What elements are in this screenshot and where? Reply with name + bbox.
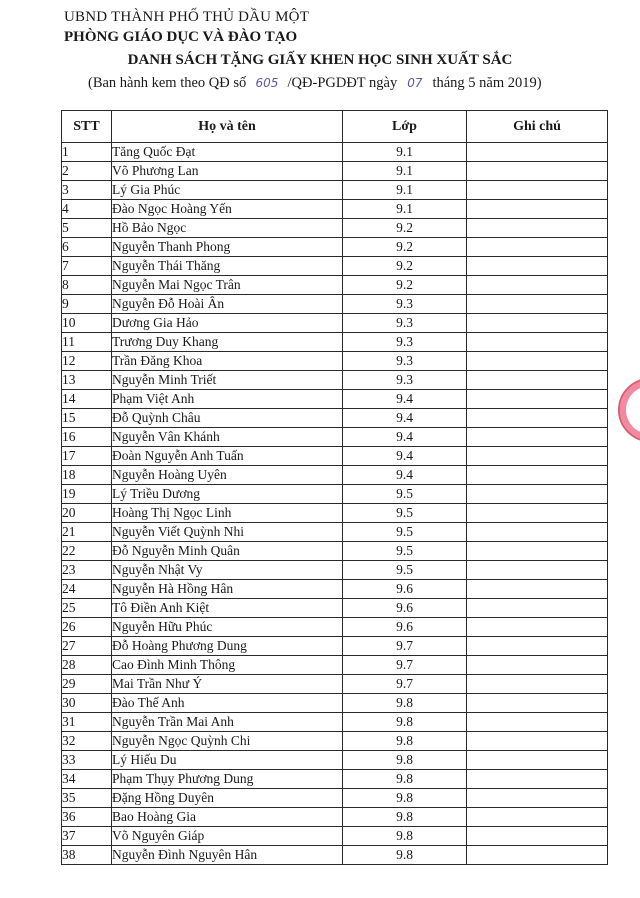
decision-day: 07 [407, 76, 423, 90]
table-row [62, 675, 608, 694]
row-note-cell [467, 580, 608, 599]
row-name-cell: Hoàng Thị Ngọc Linh [112, 504, 343, 523]
row-stt-cell: 33 [62, 751, 112, 770]
row-name-cell: Trần Đăng Khoa [112, 352, 343, 371]
row-note-cell [467, 276, 608, 295]
row-note-cell [467, 713, 608, 732]
row-note-cell [467, 238, 608, 257]
row-class-cell: 9.5 [343, 523, 467, 542]
row-name-cell: Nguyễn Hữu Phúc [112, 618, 343, 637]
row-name-cell: Mai Trần Như Ý [112, 675, 343, 694]
table-row [62, 390, 608, 409]
row-name-cell: Dương Gia Hảo [112, 314, 343, 333]
row-name-cell: Hồ Bảo Ngọc [112, 219, 343, 238]
row-note-cell [467, 827, 608, 846]
row-stt-cell: 22 [62, 542, 112, 561]
table-row [62, 542, 608, 561]
row-name-cell: Võ Nguyên Giáp [112, 827, 343, 846]
row-stt-cell: 34 [62, 770, 112, 789]
row-class-cell: 9.2 [343, 219, 467, 238]
row-stt-cell: 15 [62, 409, 112, 428]
document-title: DANH SÁCH TẶNG GIẤY KHEN HỌC SINH XUẤT SẮC [127, 52, 513, 68]
row-class-cell: 9.2 [343, 276, 467, 295]
table-row [62, 561, 608, 580]
table-row [62, 238, 608, 257]
row-class-cell: 9.1 [343, 162, 467, 181]
row-note-cell [467, 219, 608, 238]
row-name-cell: Nguyễn Hoàng Uyên [112, 466, 343, 485]
row-note-cell [467, 770, 608, 789]
row-note-cell [467, 257, 608, 276]
row-note-cell [467, 618, 608, 637]
table-row [62, 333, 608, 352]
row-class-cell: 9.6 [343, 599, 467, 618]
row-note-cell [467, 732, 608, 751]
row-stt-cell: 6 [62, 238, 112, 257]
row-stt-cell: 28 [62, 656, 112, 675]
table-row [62, 257, 608, 276]
row-name-cell: Tăng Quốc Đạt [112, 143, 343, 162]
row-class-cell: 9.8 [343, 846, 467, 865]
table-row [62, 770, 608, 789]
row-note-cell [467, 542, 608, 561]
row-name-cell: Đào Thế Anh [112, 694, 343, 713]
row-stt-cell: 35 [62, 789, 112, 808]
row-class-cell: 9.5 [343, 561, 467, 580]
row-name-cell: Phạm Việt Anh [112, 390, 343, 409]
row-name-cell: Lý Hiếu Du [112, 751, 343, 770]
row-stt-cell: 4 [62, 200, 112, 219]
table-row [62, 846, 608, 865]
table-row [62, 713, 608, 732]
row-class-cell: 9.8 [343, 808, 467, 827]
row-class-cell: 9.3 [343, 371, 467, 390]
row-name-cell: Nguyễn Thái Thăng [112, 257, 343, 276]
table-row [62, 485, 608, 504]
table-row [62, 295, 608, 314]
table-row [62, 827, 608, 846]
row-class-cell: 9.1 [343, 181, 467, 200]
row-name-cell: Đặng Hồng Duyên [112, 789, 343, 808]
subtitle-part1: (Ban hành kem theo QĐ số [88, 75, 247, 91]
row-note-cell [467, 200, 608, 219]
row-note-cell [467, 371, 608, 390]
row-class-cell: 9.7 [343, 656, 467, 675]
row-class-cell: 9.5 [343, 504, 467, 523]
row-class-cell: 9.3 [343, 333, 467, 352]
table-row [62, 371, 608, 390]
row-stt-cell: 23 [62, 561, 112, 580]
row-class-cell: 9.3 [343, 352, 467, 371]
row-class-cell: 9.1 [343, 143, 467, 162]
row-stt-cell: 36 [62, 808, 112, 827]
row-class-cell: 9.7 [343, 675, 467, 694]
table-row [62, 200, 608, 219]
row-note-cell [467, 504, 608, 523]
table-header-row [62, 111, 608, 143]
table-row [62, 181, 608, 200]
column-header-class: Lớp [343, 111, 467, 143]
row-stt-cell: 20 [62, 504, 112, 523]
row-name-cell: Phạm Thụy Phương Dung [112, 770, 343, 789]
row-note-cell [467, 333, 608, 352]
department-name: PHÒNG GIÁO DỤC VÀ ĐÀO TẠO [64, 29, 298, 45]
row-class-cell: 9.6 [343, 580, 467, 599]
row-stt-cell: 11 [62, 333, 112, 352]
row-class-cell: 9.4 [343, 428, 467, 447]
row-note-cell [467, 523, 608, 542]
row-name-cell: Nguyễn Đình Nguyên Hân [112, 846, 343, 865]
row-stt-cell: 16 [62, 428, 112, 447]
row-name-cell: Nguyễn Ngọc Quỳnh Chi [112, 732, 343, 751]
row-class-cell: 9.8 [343, 770, 467, 789]
row-note-cell [467, 447, 608, 466]
row-note-cell [467, 181, 608, 200]
row-name-cell: Đào Ngọc Hoàng Yến [112, 200, 343, 219]
row-note-cell [467, 561, 608, 580]
row-note-cell [467, 675, 608, 694]
row-name-cell: Bao Hoàng Gia [112, 808, 343, 827]
row-note-cell [467, 637, 608, 656]
table-row [62, 732, 608, 751]
row-name-cell: Nguyễn Trần Mai Anh [112, 713, 343, 732]
row-stt-cell: 5 [62, 219, 112, 238]
table-row [62, 808, 608, 827]
table-row [62, 314, 608, 333]
row-class-cell: 9.6 [343, 618, 467, 637]
column-header-name: Họ và tên [112, 111, 343, 143]
row-note-cell [467, 409, 608, 428]
row-name-cell: Nguyễn Đỗ Hoài Ân [112, 295, 343, 314]
row-note-cell [467, 143, 608, 162]
row-note-cell [467, 428, 608, 447]
table-row [62, 580, 608, 599]
agency-name: UBND THÀNH PHỐ THỦ DẦU MỘT [64, 9, 310, 25]
table-row [62, 466, 608, 485]
row-stt-cell: 18 [62, 466, 112, 485]
decision-number: 605 [255, 76, 279, 90]
row-name-cell: Đỗ Hoàng Phương Dung [112, 637, 343, 656]
row-stt-cell: 8 [62, 276, 112, 295]
row-stt-cell: 2 [62, 162, 112, 181]
row-stt-cell: 3 [62, 181, 112, 200]
row-class-cell: 9.8 [343, 827, 467, 846]
row-name-cell: Nguyễn Thanh Phong [112, 238, 343, 257]
row-name-cell: Nguyễn Minh Triết [112, 371, 343, 390]
table-row [62, 409, 608, 428]
table-row [62, 751, 608, 770]
row-class-cell: 9.5 [343, 542, 467, 561]
table-row [62, 352, 608, 371]
document-subtitle [88, 75, 542, 92]
table-row [62, 504, 608, 523]
table-row [62, 523, 608, 542]
column-header-note: Ghi chú [467, 111, 608, 143]
table-row [62, 447, 608, 466]
row-stt-cell: 10 [62, 314, 112, 333]
row-name-cell: Trương Duy Khang [112, 333, 343, 352]
row-class-cell: 9.5 [343, 485, 467, 504]
row-class-cell: 9.8 [343, 694, 467, 713]
row-stt-cell: 32 [62, 732, 112, 751]
row-class-cell: 9.3 [343, 314, 467, 333]
table-row [62, 162, 608, 181]
row-class-cell: 9.4 [343, 447, 467, 466]
row-stt-cell: 21 [62, 523, 112, 542]
row-stt-cell: 26 [62, 618, 112, 637]
row-class-cell: 9.1 [343, 200, 467, 219]
row-note-cell [467, 751, 608, 770]
row-class-cell: 9.8 [343, 751, 467, 770]
row-stt-cell: 27 [62, 637, 112, 656]
row-stt-cell: 29 [62, 675, 112, 694]
row-stt-cell: 24 [62, 580, 112, 599]
row-name-cell: Đoàn Nguyễn Anh Tuấn [112, 447, 343, 466]
table-row [62, 656, 608, 675]
table-body [62, 143, 608, 865]
row-class-cell: 9.2 [343, 257, 467, 276]
row-stt-cell: 7 [62, 257, 112, 276]
official-seal-stamp [618, 378, 640, 442]
row-class-cell: 9.8 [343, 732, 467, 751]
row-note-cell [467, 656, 608, 675]
row-class-cell: 9.3 [343, 295, 467, 314]
row-note-cell [467, 352, 608, 371]
row-name-cell: Nguyễn Hà Hồng Hân [112, 580, 343, 599]
row-class-cell: 9.7 [343, 637, 467, 656]
row-name-cell: Tô Điền Anh Kiệt [112, 599, 343, 618]
student-list-table [61, 110, 608, 865]
row-class-cell: 9.4 [343, 409, 467, 428]
row-name-cell: Lý Gia Phúc [112, 181, 343, 200]
row-stt-cell: 14 [62, 390, 112, 409]
row-note-cell [467, 789, 608, 808]
row-stt-cell: 9 [62, 295, 112, 314]
row-note-cell [467, 694, 608, 713]
row-stt-cell: 12 [62, 352, 112, 371]
row-name-cell: Đỗ Quỳnh Châu [112, 409, 343, 428]
table-row [62, 428, 608, 447]
row-stt-cell: 31 [62, 713, 112, 732]
row-stt-cell: 37 [62, 827, 112, 846]
row-note-cell [467, 485, 608, 504]
row-stt-cell: 19 [62, 485, 112, 504]
row-stt-cell: 30 [62, 694, 112, 713]
row-name-cell: Cao Đình Minh Thông [112, 656, 343, 675]
row-stt-cell: 17 [62, 447, 112, 466]
row-stt-cell: 25 [62, 599, 112, 618]
row-name-cell: Nguyễn Vân Khánh [112, 428, 343, 447]
table-row [62, 219, 608, 238]
row-name-cell: Võ Phương Lan [112, 162, 343, 181]
row-note-cell [467, 162, 608, 181]
row-class-cell: 9.8 [343, 789, 467, 808]
subtitle-part2: /QĐ-PGDĐT ngày [287, 75, 398, 91]
row-stt-cell: 38 [62, 846, 112, 865]
row-note-cell [467, 314, 608, 333]
row-class-cell: 9.2 [343, 238, 467, 257]
row-stt-cell: 13 [62, 371, 112, 390]
row-name-cell: Đỗ Nguyễn Minh Quân [112, 542, 343, 561]
row-class-cell: 9.4 [343, 466, 467, 485]
table-row [62, 276, 608, 295]
table-row [62, 143, 608, 162]
row-name-cell: Lý Triều Dương [112, 485, 343, 504]
row-note-cell [467, 846, 608, 865]
row-stt-cell: 1 [62, 143, 112, 162]
row-name-cell: Nguyễn Mai Ngọc Trân [112, 276, 343, 295]
table-row [62, 618, 608, 637]
row-class-cell: 9.8 [343, 713, 467, 732]
subtitle-part3: tháng 5 năm 2019) [432, 75, 542, 91]
table-row [62, 637, 608, 656]
row-name-cell: Nguyễn Nhật Vy [112, 561, 343, 580]
row-note-cell [467, 599, 608, 618]
row-name-cell: Nguyễn Viết Quỳnh Nhi [112, 523, 343, 542]
row-note-cell [467, 466, 608, 485]
row-note-cell [467, 808, 608, 827]
row-note-cell [467, 390, 608, 409]
table-row [62, 599, 608, 618]
row-class-cell: 9.4 [343, 390, 467, 409]
table-row [62, 694, 608, 713]
table-row [62, 789, 608, 808]
column-header-stt: STT [62, 111, 112, 143]
row-note-cell [467, 295, 608, 314]
